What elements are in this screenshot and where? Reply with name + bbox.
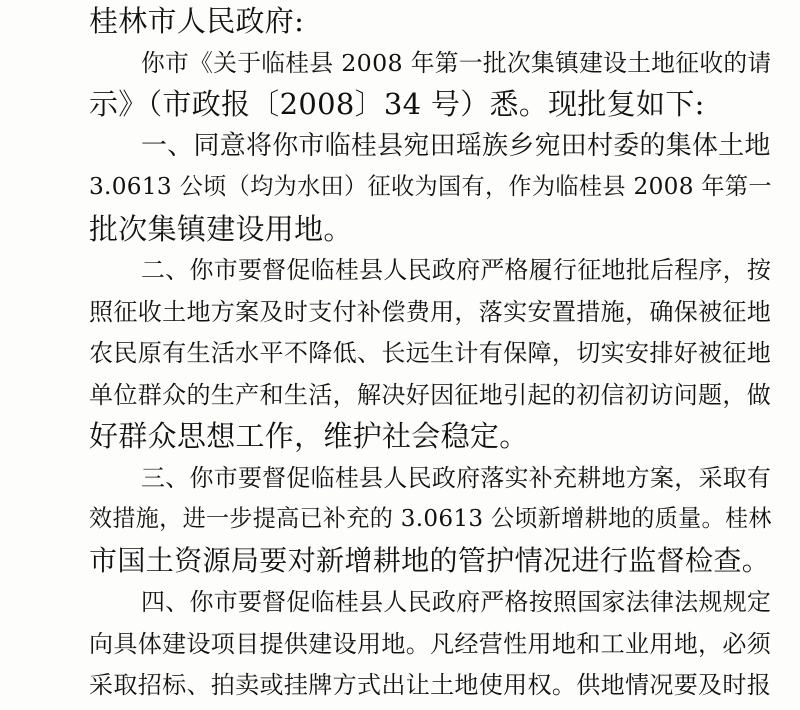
item-2-line-4: 单位群众的生产和生活，解决好因征地引起的初信初访问题，做 xyxy=(89,381,772,409)
text-line xyxy=(0,660,800,710)
item-1-line-3: 批次集镇建设用地。 xyxy=(89,212,353,246)
item-2-line-5: 好群众思想工作，维护社会稳定。 xyxy=(89,419,529,453)
salutation: 桂林市人民政府: xyxy=(89,4,305,38)
item-3-line-3: 市国土资源局要对新增耕地的管护情况进行监督检查。 xyxy=(89,544,771,577)
item-2-line-3: 农民原有生活水平不降低、长远生计有保障，切实安排好被征地 xyxy=(89,339,772,367)
item-2-line-2: 照征收土地方案及时支付补偿费用，落实安置措施，确保被征地 xyxy=(89,298,772,326)
item-2-line-1: 二、你市要督促临桂县人民政府严格履行征地批后程序，按 xyxy=(141,256,772,284)
item-1-line-2: 3.0613 公顷（均为水田）征收为国有，作为临桂县 2008 年第一 xyxy=(89,173,772,200)
item-3-line-1: 三、你市要督促临桂县人民政府落实补充耕地方案，采取有 xyxy=(141,464,772,492)
item-4-line-1: 四、你市要督促临桂县人民政府严格按照国家法律法规规定 xyxy=(141,588,772,616)
item-3-line-2: 效措施，进一步提高已补充的 3.0613 公顷新增耕地的质量。桂林 xyxy=(89,506,772,532)
paragraph-intro-line-1: 你市《关于临桂县 2008 年第一批次集镇建设土地征收的请 xyxy=(141,49,772,77)
item-4-line-3: 采取招标、拍卖或挂牌方式出让土地使用权。供地情况要及时报 xyxy=(89,671,772,699)
item-1-line-1: 一、同意将你市临桂县宛田瑶族乡宛田村委的集体土地 xyxy=(141,131,771,161)
item-4-line-2: 向具体建设项目提供建设用地。凡经营性用地和工业用地，必须 xyxy=(89,630,772,658)
paragraph-intro-line-2: 示》（市政报〔2008〕34 号）悉。现批复如下: xyxy=(89,87,705,121)
